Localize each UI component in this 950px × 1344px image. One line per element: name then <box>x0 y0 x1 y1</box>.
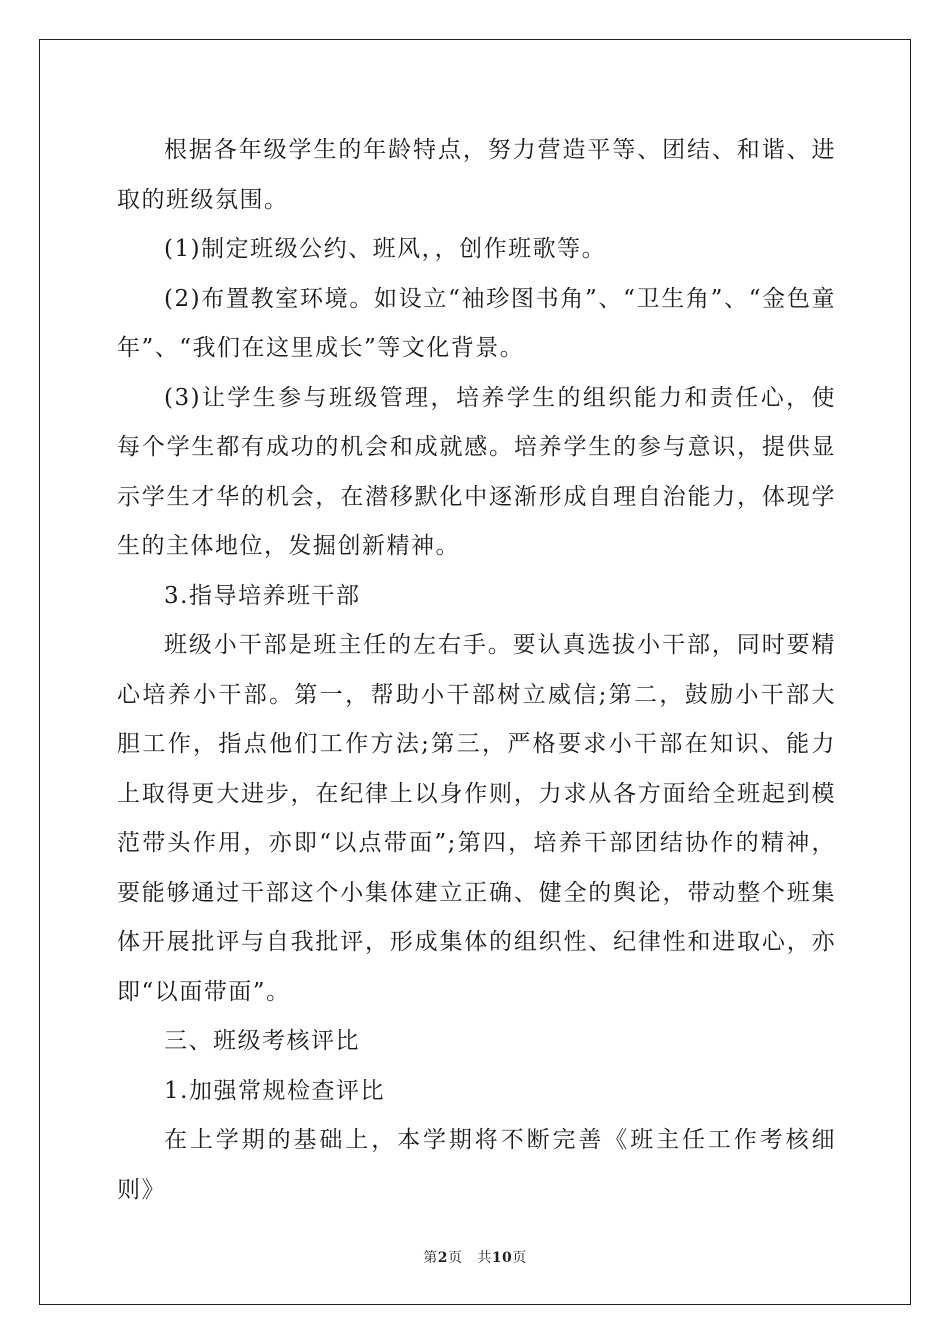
page-suffix: 页 <box>447 1250 463 1266</box>
page-number: 2 <box>437 1250 448 1266</box>
paragraph-5: 班级小干部是班主任的左右手。要认真选拔小干部，同时要精心培养小干部。第一，帮助小干部树立威信;第二，鼓励小干部大胆工作，指点他们工作方法;第三，严格要求小干部在知识、能力上取得更大进步，在纪律上以身作则，力求从各方面给全班起到模范带头作用，亦即“以点带面”;第四，培养干部团结协作的精神，要能够通过干部这个小集体建立正确、健全的舆论，带动整个班集体开展批评与自我批评，形成集体的组织性、纪律性和进取心，亦即“以面带面”。 <box>117 632 836 1005</box>
page-prefix: 第 <box>423 1250 438 1266</box>
document-body <box>117 126 836 1215</box>
section-heading-3: 3.指导培养班干部 <box>164 582 361 609</box>
paragraph-1: 根据各年级学生的年龄特点，努力营造平等、团结、和谐、进取的班级氛围。 <box>117 137 836 213</box>
paragraph-3: (2)布置教室环境。如设立“袖珍图书角”、“卫生角”、“金色童年”、“我们在这里成长”等文化背景。 <box>117 285 836 361</box>
page-footer <box>0 1247 950 1267</box>
subsection-heading-1: 1.加强常规检查评比 <box>164 1077 385 1104</box>
paragraph-2: (1)制定班级公约、班风，，创作班歌等。 <box>164 236 607 262</box>
total-pages: 10 <box>491 1250 513 1266</box>
section-heading-three: 三、班级考核评比 <box>164 1028 360 1054</box>
paragraph-6: 在上学期的基础上，本学期将不断完善《班主任工作考核细则》 <box>117 1127 836 1203</box>
total-suffix: 页 <box>512 1250 527 1266</box>
total-prefix: 共 <box>477 1250 492 1266</box>
paragraph-4: (3)让学生参与班级管理，培养学生的组织能力和责任心，使每个学生都有成功的机会和成就感。培养学生的参与意识，提供显示学生才华的机会，在潜移默化中逐渐形成自理自治能力，体现学生的主体地位，发掘创新精神。 <box>117 384 836 559</box>
